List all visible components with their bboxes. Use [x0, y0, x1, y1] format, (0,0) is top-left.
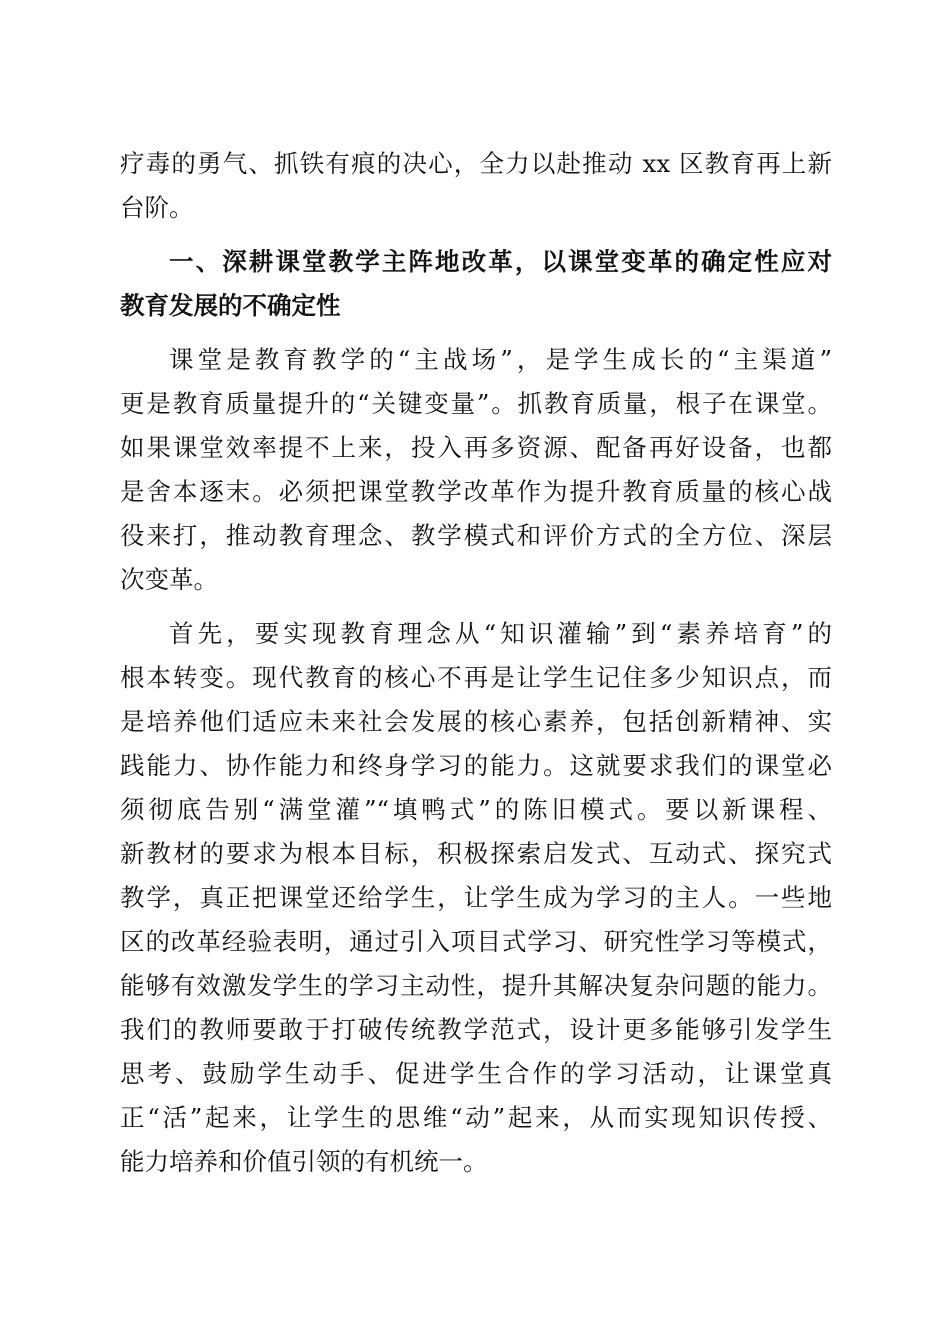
text-line: 正“活”起来，让学生的思维“动”起来，从而实现知识传授、 — [120, 1103, 832, 1132]
text-line: 教学，真正把课堂还给学生，让学生成为学习的主人。一些地 — [120, 883, 832, 912]
text-line: 我们的教师要敢于打破传统教学范式，设计更多能够引发学生 — [120, 1015, 832, 1044]
text-line: 根本转变。现代教育的核心不再是让学生记住多少知识点，而 — [120, 663, 832, 692]
text-line: 疗毒的勇气、抓铁有痕的决心，全力以赴推动 xx 区教育再上新 — [120, 149, 832, 178]
text-line: 更是教育质量提升的“关键变量”。抓教育质量，根子在课堂。 — [120, 389, 832, 418]
text-line: 能够有效激发学生的学习主动性，提升其解决复杂问题的能力。 — [120, 971, 832, 1000]
text-line: 区的改革经验表明，通过引入项目式学习、研究性学习等模式， — [120, 927, 832, 956]
text-line: 役来打，推动教育理念、教学模式和评价方式的全方位、深层 — [120, 521, 832, 550]
intro-paragraph — [120, 142, 832, 230]
heading-line: 一、深耕课堂教学主阵地改革，以课堂变革的确定性应对 — [169, 247, 832, 276]
text-line: 课堂是教育教学的“主战场”，是学生成长的“主渠道” — [169, 345, 832, 374]
text-line: 新教材的要求为根本目标，积极探索启发式、互动式、探究式 — [120, 839, 832, 868]
text-line: 如果课堂效率提不上来，投入再多资源、配备再好设备，也都 — [120, 433, 832, 462]
text-line: 首先，要实现教育理念从“知识灌输”到“素养培育”的 — [169, 619, 832, 648]
paragraph-2 — [120, 612, 832, 1184]
text-line: 思考、鼓励学生动手、促进学生合作的学习活动，让课堂真 — [120, 1059, 832, 1088]
paragraph-1 — [120, 338, 832, 602]
text-line: 能力培养和价值引领的有机统一。 — [120, 1147, 488, 1176]
text-line: 次变革。 — [120, 565, 218, 594]
document-body — [120, 142, 832, 1184]
text-line: 践能力、协作能力和终身学习的能力。这就要求我们的课堂必 — [120, 751, 832, 780]
text-line: 须彻底告别“满堂灌”“填鸭式”的陈旧模式。要以新课程、 — [120, 795, 832, 824]
heading-line: 教育发展的不确定性 — [120, 291, 341, 320]
text-line: 台阶。 — [120, 193, 194, 222]
section-heading — [120, 240, 832, 328]
text-line: 是舍本逐末。必须把课堂教学改革作为提升教育质量的核心战 — [120, 477, 832, 506]
text-line: 是培养他们适应未来社会发展的核心素养，包括创新精神、实 — [120, 707, 832, 736]
